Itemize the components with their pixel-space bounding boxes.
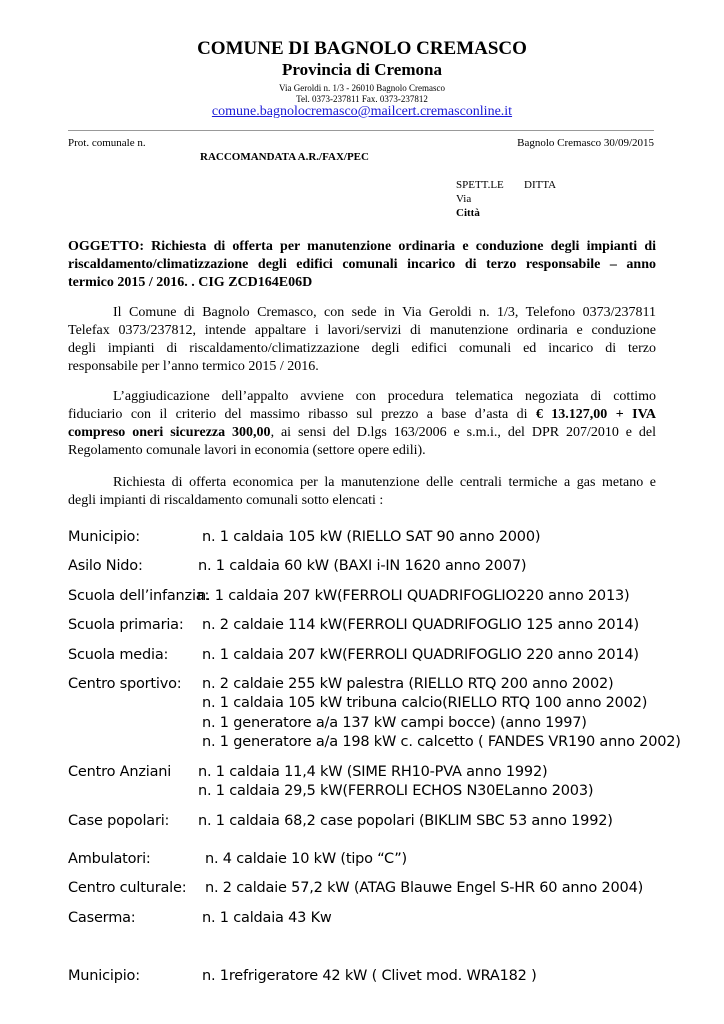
safety-costs: compreso oneri sicurezza 300,00 — [68, 425, 271, 440]
delivery-method: RACCOMANDATA A.R./FAX/PEC — [200, 151, 369, 163]
site-name: Scuola primaria: — [68, 617, 184, 633]
protocol-number: Prot. comunale n. — [68, 137, 146, 149]
paragraph-line: Il Comune di Bagnolo Cremasco, con sede in Via Geroldi n. 1/3, Telefono 0373/237811 — [113, 305, 656, 320]
paragraph-line: degli impianti di riscaldamento comunali sotto elencati : — [68, 493, 384, 508]
site-name: Centro sportivo: — [68, 676, 182, 692]
site-equipment: n. 1 generatore a/a 198 kW c. calcetto ( FANDES VR190 anno 2002) — [202, 734, 681, 750]
site-name: Municipio: — [68, 968, 140, 984]
subject-line: OGGETTO: Richiesta di offerta per manutenzione ordinaria e conduzione degli impianti di — [68, 239, 656, 254]
site-name: Scuola dell’infanzia: — [68, 588, 210, 604]
site-equipment: n. 4 caldaie 10 kW (tipo “C”) — [205, 851, 407, 867]
site-equipment: n. 2 caldaie 57,2 kW (ATAG Blauwe Engel S-HR 60 anno 2004) — [205, 880, 644, 896]
paragraph-line: Richiesta di offerta economica per la manutenzione delle centrali termiche a gas metano e — [113, 475, 656, 490]
place-date: Bagnolo Cremasco 30/09/2015 — [517, 137, 654, 149]
site-equipment: n. 1 caldaia 29,5 kW(FERROLI ECHOS N30ELanno 2003) — [198, 783, 594, 799]
paragraph-request — [68, 474, 656, 510]
paragraph-line — [68, 424, 656, 442]
paragraph-line: Regolamento comunale lavori in economia (settore opere edili). — [68, 443, 426, 458]
site-equipment: n. 1 caldaia 105 kW (RIELLO SAT 90 anno 2000) — [202, 529, 541, 545]
site-name: Scuola media: — [68, 647, 169, 663]
province-title: Provincia di Cremona — [282, 60, 442, 79]
site-name: Asilo Nido: — [68, 558, 143, 574]
site-equipment: n. 1refrigeratore 42 kW ( Clivet mod. WRA182 ) — [202, 968, 537, 984]
paragraph-line: degli impianti di riscaldamento/climatizzazione degli edifici comunali ed incarico di terzo — [68, 341, 656, 356]
site-name: Centro culturale: — [68, 880, 187, 896]
email-link[interactable]: comune.bagnolocremasco@mailcert.cremasconline.it — [211, 104, 513, 119]
site-equipment: n. 1 caldaia 68,2 case popolari (BIKLIM SBC 53 anno 1992) — [198, 813, 613, 829]
site-equipment: n. 2 caldaie 114 kW(FERROLI QUADRIFOGLIO 125 anno 2014) — [202, 617, 639, 633]
site-equipment: n. 1 caldaia 43 Kw — [202, 910, 332, 926]
paragraph-line: L’aggiudicazione dell’appalto avviene con procedura telematica negoziata di cottimo — [113, 389, 656, 404]
site-name: Case popolari: — [68, 813, 170, 829]
municipality-title: COMUNE DI BAGNOLO CREMASCO — [197, 38, 527, 59]
header-divider — [68, 130, 654, 131]
subject — [68, 238, 656, 292]
base-amount: € 13.127,00 + IVA — [535, 407, 656, 422]
recipient-street: Via — [456, 193, 472, 205]
paragraph-line: Telefax 0373/237812, intende appaltare i lavori/servizi di manutenzione ordinaria e conduzione — [68, 323, 656, 338]
site-name: Caserma: — [68, 910, 136, 926]
paragraph-text: , ai sensi del D.lgs 163/2006 e s.m.i., del DPR 207/2010 e del — [270, 425, 656, 440]
site-equipment: n. 1 caldaia 207 kW(FERROLI QUADRIFOGLIO220 anno 2013) — [197, 588, 630, 604]
subject-line: riscaldamento/climatizzazione degli edifici comunali incarico di terzo responsabile – anno — [68, 257, 656, 272]
paragraph-line — [68, 406, 656, 424]
paragraph-line: responsabile per l’anno termico 2015 / 2016. — [68, 359, 319, 374]
recipient-title: SPETT.LE — [456, 179, 504, 191]
site-equipment: n. 1 generatore a/a 137 kW campi bocce) (anno 1997) — [202, 715, 587, 731]
site-equipment: n. 1 caldaia 105 kW tribuna calcio(RIELLO RTQ 100 anno 2002) — [202, 695, 648, 711]
address: Via Geroldi n. 1/3 - 26010 Bagnolo Cremasco — [279, 83, 445, 93]
site-name: Municipio: — [68, 529, 140, 545]
site-equipment: n. 2 caldaie 255 kW palestra (RIELLO RTQ 200 anno 2002) — [202, 676, 614, 692]
site-name: Centro Anziani — [68, 764, 172, 780]
phone-fax: Tel. 0373-237811 Fax. 0373-237812 — [296, 94, 428, 104]
subject-line: termico 2015 / 2016. . CIG ZCD164E06D — [68, 275, 313, 290]
paragraph-intro — [68, 304, 656, 376]
site-equipment: n. 1 caldaia 60 kW (BAXI i-IN 1620 anno 2007) — [198, 558, 527, 574]
site-equipment: n. 1 caldaia 11,4 kW (SIME RH10-PVA anno 1992) — [198, 764, 548, 780]
recipient-company: DITTA — [524, 179, 557, 191]
site-equipment: n. 1 caldaia 207 kW(FERROLI QUADRIFOGLIO 220 anno 2014) — [202, 647, 639, 663]
paragraph-award — [68, 388, 656, 460]
site-name: Ambulatori: — [68, 851, 151, 867]
paragraph-text: fiduciario con il criterio del massimo ribasso sul prezzo a base d’asta di — [68, 407, 536, 422]
recipient-city: Città — [456, 207, 480, 219]
